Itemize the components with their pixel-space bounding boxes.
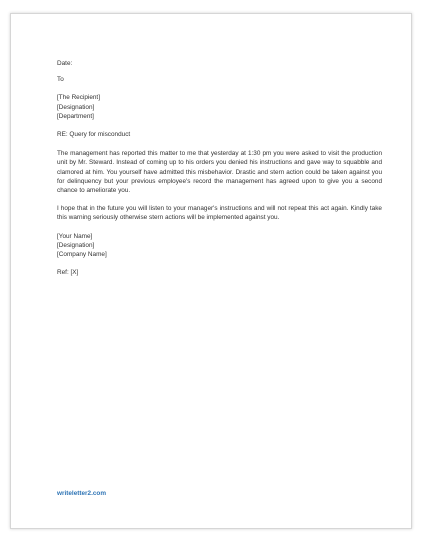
website-link[interactable]: writeletter2.com [57, 490, 107, 497]
subject-line: RE: Query for misconduct [57, 131, 131, 139]
recipient-department: [Department] [57, 112, 94, 120]
to-line: To [57, 76, 64, 84]
body-paragraph-1: The management has reported this matter to me that yesterday at 1:30 pm you were asked to visit the production unit by Mr. Steward. Instead of coming up to his orders you denied his instructions and gave way to squabble and clamored at him. You yourself have admitted this misbehavior. Drastic and stern action could be taken against you for delinquency but your previous employee's record the management has agreed upon to give you a second chance to ameliorate you. [57, 150, 382, 195]
sender-designation: [Designation] [57, 241, 95, 249]
letter-body [57, 59, 382, 277]
recipient-designation: [Designation] [57, 103, 95, 111]
recipient-name: [The Recipient] [57, 94, 100, 102]
reference-line: Ref: [X] [57, 269, 79, 277]
sender-company: [Company Name] [57, 251, 107, 259]
document-page [10, 13, 412, 529]
body-paragraph-2: I hope that in the future you will listen to your manager's instructions and will not repeat this act again. Kindly take this warning seriously otherwise stern actions will be implemented against you. [57, 205, 382, 222]
sender-name: [Your Name] [57, 232, 93, 240]
date-line: Date: [57, 60, 73, 67]
